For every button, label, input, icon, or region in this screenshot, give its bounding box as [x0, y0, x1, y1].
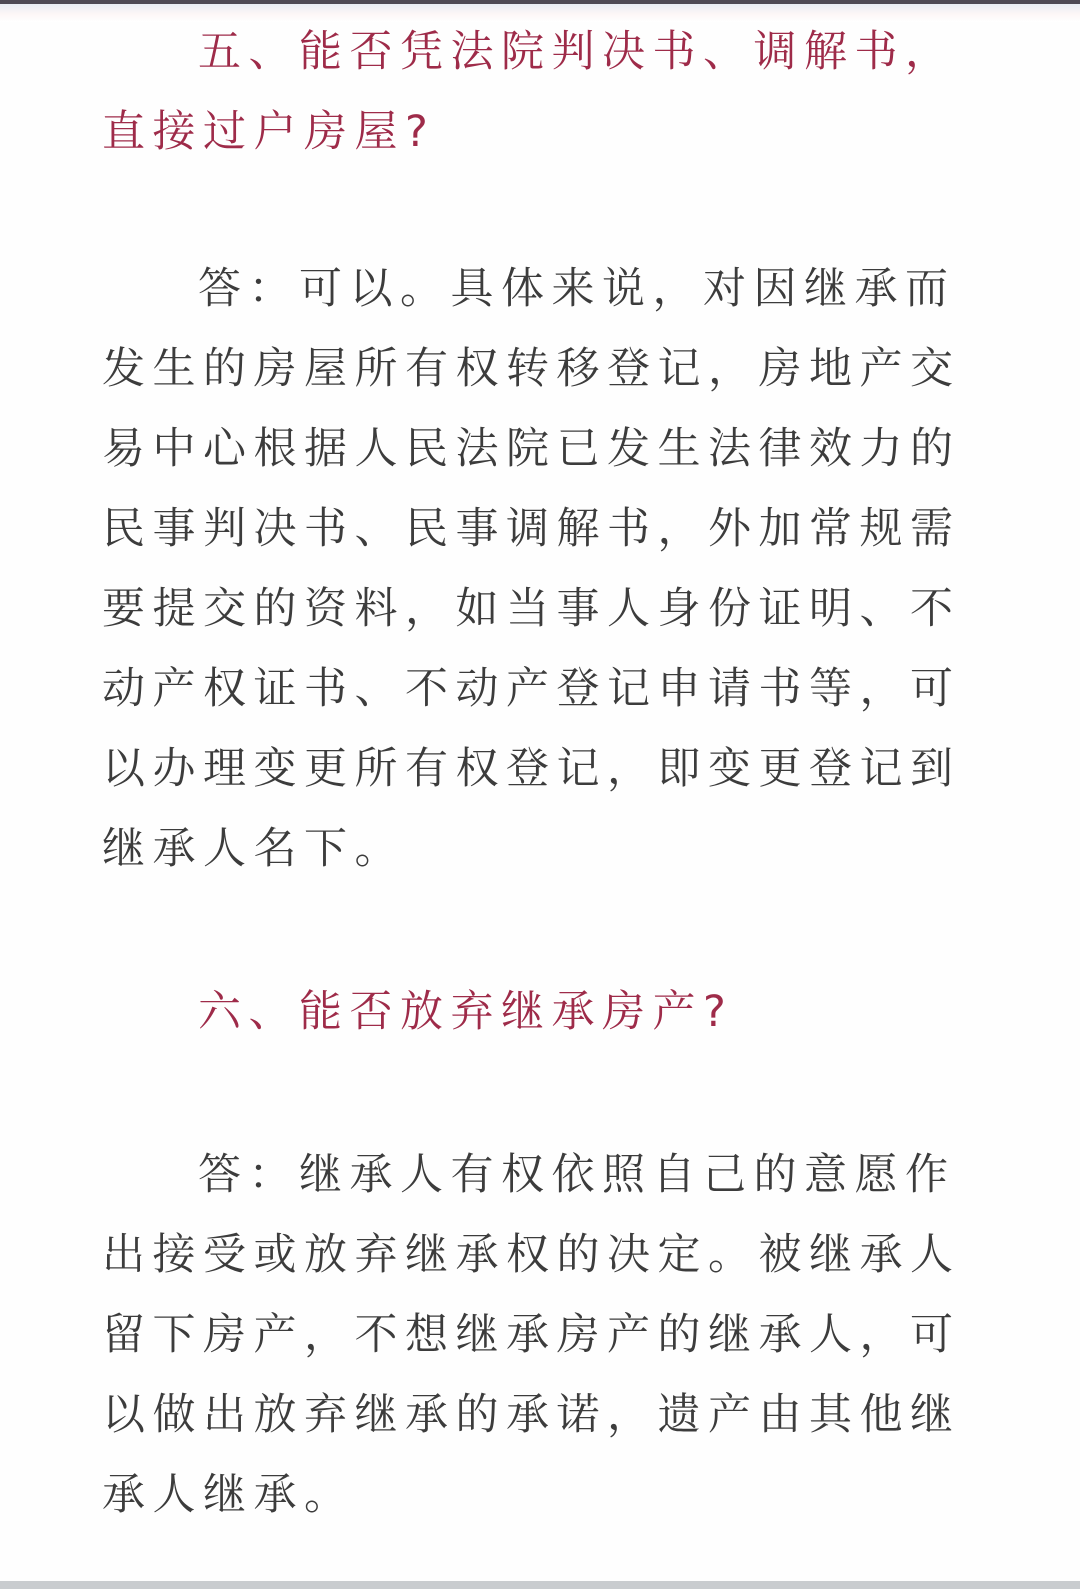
bottom-edge-bar [0, 1581, 1080, 1589]
question-5-heading [102, 12, 1080, 172]
question-6-heading [102, 972, 1080, 1052]
answer-line: 要提交的资料，如当事人身份证明、不 [102, 584, 961, 634]
answer-line: 易中心根据人民法院已发生法律效力的 [102, 424, 961, 474]
answer-line: 发生的房屋所有权转移登记，房地产交 [102, 344, 961, 394]
answer-line: 以办理变更所有权登记，即变更登记到 [102, 744, 961, 794]
answer-line: 留下房产，不想继承房产的继承人，可 [102, 1310, 961, 1360]
answer-line: 以做出放弃继承的承诺，遗产由其他继 [102, 1390, 961, 1440]
heading-line: 五、能否凭法院判决书、调解书， [198, 27, 956, 77]
answer-line: 出接受或放弃继承权的决定。被继承人 [102, 1230, 961, 1280]
question-5-answer [102, 249, 1080, 889]
heading-line: 六、能否放弃继承房产? [198, 987, 734, 1037]
answer-line: 继承人名下。 [102, 824, 405, 874]
question-6-answer [102, 1135, 1080, 1535]
answer-line: 承人继承。 [102, 1470, 355, 1520]
answer-line: 答：继承人有权依照自己的意愿作 [198, 1150, 956, 1200]
heading-line: 直接过户房屋? [102, 107, 436, 157]
answer-line: 动产权证书、不动产登记申请书等，可 [102, 664, 961, 714]
answer-line: 民事判决书、民事调解书，外加常规需 [102, 504, 961, 554]
answer-line: 答：可以。具体来说，对因继承而 [198, 264, 956, 314]
